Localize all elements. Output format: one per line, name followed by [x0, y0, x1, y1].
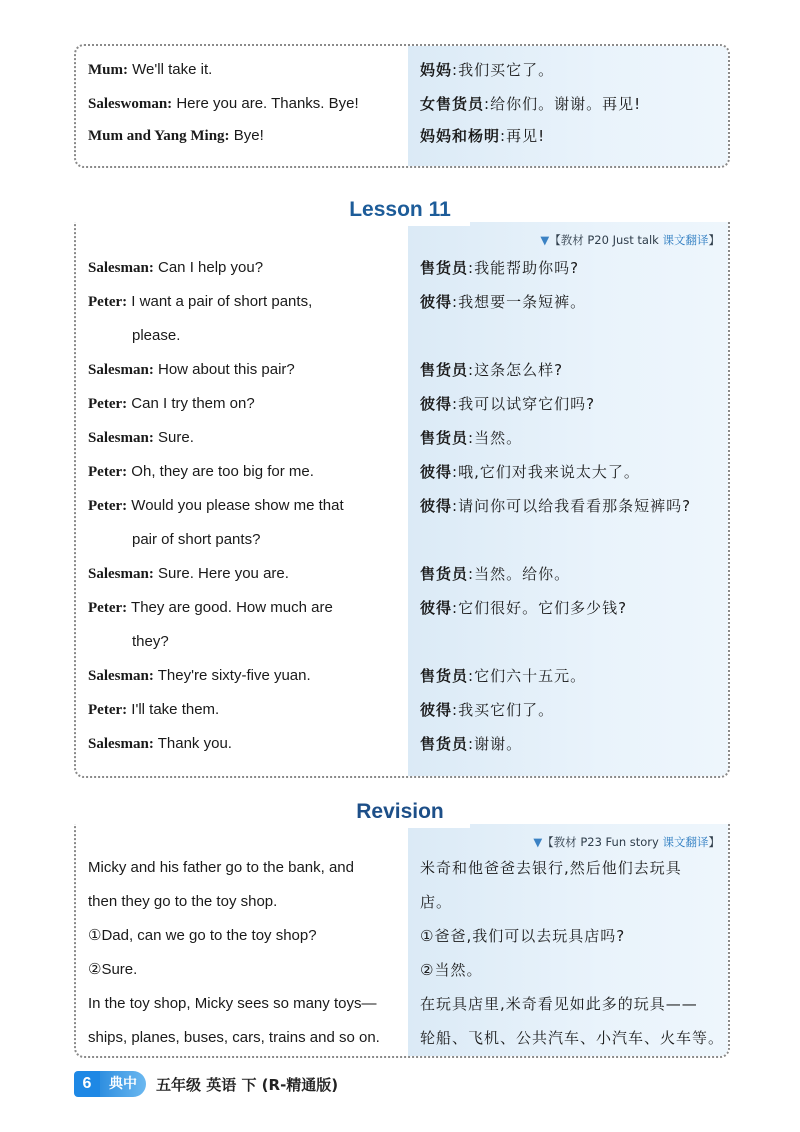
zh-text: :当然。 — [468, 429, 523, 447]
dialogue-continuation: please. — [132, 327, 181, 344]
zh-text: :这条怎么样? — [468, 361, 564, 379]
ref-highlight: 课文翻译 — [662, 233, 709, 247]
story-line: Micky and his father go to the bank, and — [88, 859, 354, 876]
line-text: Thank you. — [153, 735, 232, 752]
dialogue-line — [88, 258, 263, 278]
ref-prefix: 【教材 P20 Just talk — [549, 233, 663, 247]
story-line: ships, planes, buses, cars, trains and so on. — [88, 1029, 380, 1046]
dialogue-line — [88, 428, 194, 448]
translation-line — [420, 564, 570, 584]
ref-highlight: 课文翻译 — [662, 835, 709, 849]
dialogue-continuation: pair of short pants? — [132, 531, 261, 548]
line-text: Would you please show me that — [127, 497, 344, 514]
page-number: 6 — [74, 1071, 100, 1097]
story-translation-line: 轮船、飞机、公共汽车、小汽车、火车等。 — [420, 1029, 725, 1047]
translation-line — [420, 462, 640, 482]
translation-line — [420, 666, 586, 686]
zh-speaker: 售货员 — [420, 361, 469, 379]
zh-speaker: 妈妈 — [420, 61, 453, 79]
dialogue-line — [88, 734, 232, 754]
top-dialogue-box — [74, 44, 730, 168]
line-text: Can I try them on? — [127, 395, 255, 412]
speaker: Salesman: — [88, 736, 154, 752]
zh-speaker: 彼得 — [420, 395, 453, 413]
line-text: They're sixty-five yuan. — [153, 667, 311, 684]
zh-speaker: 彼得 — [420, 701, 453, 719]
translation-line — [420, 258, 579, 278]
dialogue-line — [88, 462, 314, 482]
dialogue-line — [88, 126, 264, 146]
line-text: Bye! — [229, 127, 264, 144]
speaker: Peter: — [88, 464, 128, 480]
zh-speaker: 彼得 — [420, 463, 453, 481]
zh-speaker: 售货员 — [420, 667, 469, 685]
line-text: Oh, they are too big for me. — [127, 463, 314, 480]
textbook-reference — [533, 834, 720, 850]
textbook-reference — [540, 232, 720, 248]
zh-speaker: 售货员 — [420, 565, 469, 583]
story-line: then they go to the toy shop. — [88, 893, 278, 910]
dialogue-line — [88, 60, 212, 80]
zh-text: :我买它们了。 — [452, 701, 555, 719]
speaker: Salesman: — [88, 566, 154, 582]
zh-text: :再见! — [500, 127, 546, 145]
ref-suffix: 】 — [708, 233, 720, 247]
zh-speaker: 售货员 — [420, 259, 469, 277]
line-text: We'll take it. — [128, 61, 213, 78]
story-line: In the toy shop, Micky sees so many toys— — [88, 995, 377, 1012]
translation-line — [420, 292, 586, 312]
speaker: Salesman: — [88, 260, 154, 276]
line-text: They are good. How much are — [127, 599, 333, 616]
speaker: Peter: — [88, 600, 128, 616]
line-text: How about this pair? — [153, 361, 295, 378]
translation-line — [420, 700, 554, 720]
translation-line — [420, 126, 545, 146]
zh-text: :哦,它们对我来说太大了。 — [452, 463, 640, 481]
speaker: Peter: — [88, 294, 128, 310]
ref-prefix: 【教材 P23 Fun story — [542, 835, 663, 849]
zh-text: :它们很好。它们多少钱? — [452, 599, 628, 617]
speaker: Mum: — [88, 62, 128, 78]
lesson-title: Lesson 11 — [0, 198, 800, 222]
line-text: Here you are. Thanks. Bye! — [172, 95, 359, 112]
story-translation-line: 米奇和他爸爸去银行,然后他们去玩具 — [420, 859, 682, 877]
speaker: Peter: — [88, 396, 128, 412]
zh-speaker: 售货员 — [420, 735, 469, 753]
translation-line — [420, 394, 595, 414]
book-title: 五年级 英语 下 (R-精通版) — [156, 1075, 339, 1094]
dialogue-line — [88, 564, 289, 584]
line-text: I'll take them. — [127, 701, 220, 718]
line-text: Sure. Here you are. — [153, 565, 289, 582]
translation-line — [420, 496, 691, 516]
translation-line — [420, 598, 627, 618]
triangle-icon: ▼ — [533, 835, 543, 849]
speaker: Saleswoman: — [88, 96, 173, 112]
zh-speaker: 妈妈和杨明 — [420, 127, 501, 145]
dialogue-line — [88, 496, 344, 516]
translation-line — [420, 94, 641, 114]
translation-line — [420, 428, 522, 448]
translation-line — [420, 734, 522, 754]
revision-box — [74, 812, 730, 1058]
zh-speaker: 女售货员 — [420, 95, 485, 113]
brand-logo: 典中 — [100, 1071, 146, 1097]
line-text: I want a pair of short pants, — [127, 293, 313, 310]
dialogue-line — [88, 598, 333, 618]
story-translation-line: 店。 — [420, 893, 453, 911]
translation-line — [420, 360, 563, 380]
speaker: Salesman: — [88, 430, 154, 446]
dialogue-line — [88, 666, 311, 686]
dialogue-continuation: they? — [132, 633, 169, 650]
dialogue-line — [88, 394, 255, 414]
zh-speaker: 彼得 — [420, 293, 453, 311]
zh-text: :我可以试穿它们吗? — [452, 395, 596, 413]
page-footer — [74, 1070, 338, 1098]
speaker: Peter: — [88, 498, 128, 514]
triangle-icon: ▼ — [540, 233, 550, 247]
speaker: Salesman: — [88, 668, 154, 684]
story-translation-line: ②当然。 — [420, 961, 483, 979]
zh-text: :我能帮助你吗? — [468, 259, 580, 277]
speaker: Salesman: — [88, 362, 154, 378]
line-text: Sure. — [153, 429, 194, 446]
dialogue-line — [88, 700, 219, 720]
speaker: Mum and Yang Ming: — [88, 128, 230, 144]
zh-text: :我想要一条短裤。 — [452, 293, 587, 311]
zh-speaker: 彼得 — [420, 599, 453, 617]
ref-suffix: 】 — [708, 835, 720, 849]
lesson11-box — [74, 210, 730, 778]
line-text: Can I help you? — [153, 259, 264, 276]
story-translation-line: 在玩具店里,米奇看见如此多的玩具—— — [420, 995, 698, 1013]
zh-text: :给你们。谢谢。再见! — [484, 95, 642, 113]
translation-line — [420, 60, 554, 80]
zh-speaker: 售货员 — [420, 429, 469, 447]
revision-title: Revision — [0, 800, 800, 824]
dialogue-line — [88, 94, 359, 114]
zh-text: :谢谢。 — [468, 735, 523, 753]
speaker: Peter: — [88, 702, 128, 718]
zh-text: :它们六十五元。 — [468, 667, 587, 685]
zh-text: :我们买它了。 — [452, 61, 555, 79]
dialogue-line — [88, 292, 312, 312]
zh-text: :当然。给你。 — [468, 565, 571, 583]
story-line: ①Dad, can we go to the toy shop? — [88, 927, 317, 944]
zh-speaker: 彼得 — [420, 497, 453, 515]
story-line: ②Sure. — [88, 961, 138, 978]
dialogue-line — [88, 360, 295, 380]
story-translation-line: ①爸爸,我们可以去玩具店吗? — [420, 927, 626, 945]
zh-text: :请问你可以给我看看那条短裤吗? — [452, 497, 692, 515]
